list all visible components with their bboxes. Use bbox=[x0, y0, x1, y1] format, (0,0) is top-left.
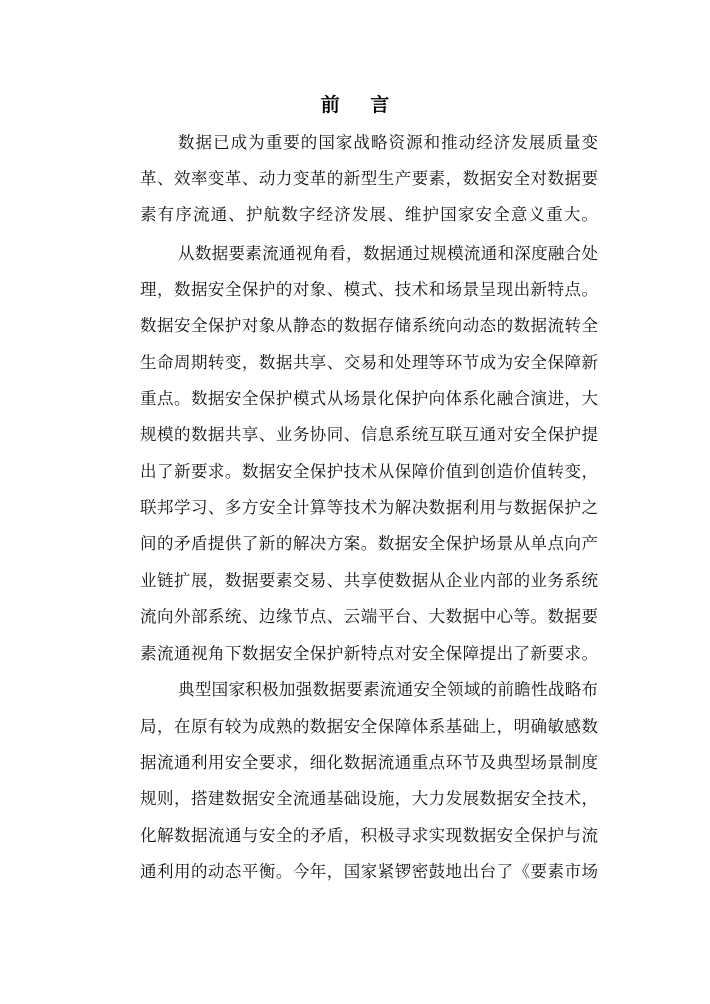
paragraph-line: 革、效率变革、动力变革的新型生产要素，数据安全对数据要 bbox=[140, 169, 599, 188]
paragraph-line: 典型国家积极加强数据要素流通安全领域的前瞻性战略布 bbox=[178, 680, 599, 699]
paragraph-line: 素有序流通、护航数字经济发展、维护国家安全意义重大。 bbox=[140, 205, 600, 224]
paragraph-line: 数据安全保护对象从静态的数据存储系统向动态的数据流转全 bbox=[140, 316, 599, 335]
paragraph-line: 重点。数据安全保护模式从场景化保护向体系化融合演进，大 bbox=[140, 389, 599, 408]
paragraph-line: 规则，搭建数据安全流通基础设施，大力发展数据安全技术， bbox=[140, 789, 599, 808]
paragraph-line: 通利用的动态平衡。今年，国家紧锣密鼓地出台了《要素市场 bbox=[140, 862, 599, 881]
page-title: 前 言 bbox=[320, 94, 402, 116]
paragraph-line: 生命周期转变，数据共享、交易和处理等环节成为安全保障新 bbox=[140, 353, 599, 372]
paragraph-line: 理，数据安全保护的对象、模式、技术和场景呈现出新特点。 bbox=[140, 280, 599, 299]
paragraph-line: 出了新要求。数据安全保护技术从保障价值到创造价值转变， bbox=[140, 462, 599, 481]
paragraph-line: 数据已成为重要的国家战略资源和推动经济发展质量变 bbox=[178, 133, 600, 152]
paragraph-line: 间的矛盾提供了新的解决方案。数据安全保护场景从单点向产 bbox=[140, 534, 599, 553]
paragraph-line: 素流通视角下数据安全保护新特点对安全保障提出了新要求。 bbox=[140, 644, 599, 663]
paragraph-line: 从数据要素流通视角看，数据通过规模流通和深度融合处 bbox=[178, 244, 599, 263]
paragraph-line: 联邦学习、多方安全计算等技术为解决数据利用与数据保护之 bbox=[140, 498, 599, 517]
paragraph-line: 化解数据流通与安全的矛盾，积极寻求实现数据安全保护与流 bbox=[140, 826, 599, 845]
paragraph-line: 据流通利用安全要求，细化数据流通重点环节及典型场景制度 bbox=[140, 753, 599, 772]
paragraph-line: 流向外部系统、边缘节点、云端平台、大数据中心等。数据要 bbox=[140, 607, 599, 626]
paragraph-line: 规模的数据共享、业务协同、信息系统互联互通对安全保护提 bbox=[140, 425, 599, 444]
paragraph-line: 局，在原有较为成熟的数据安全保障体系基础上，明确敏感数 bbox=[140, 717, 599, 736]
paragraph-line: 业链扩展，数据要素交易、共享使数据从企业内部的业务系统 bbox=[140, 571, 599, 590]
